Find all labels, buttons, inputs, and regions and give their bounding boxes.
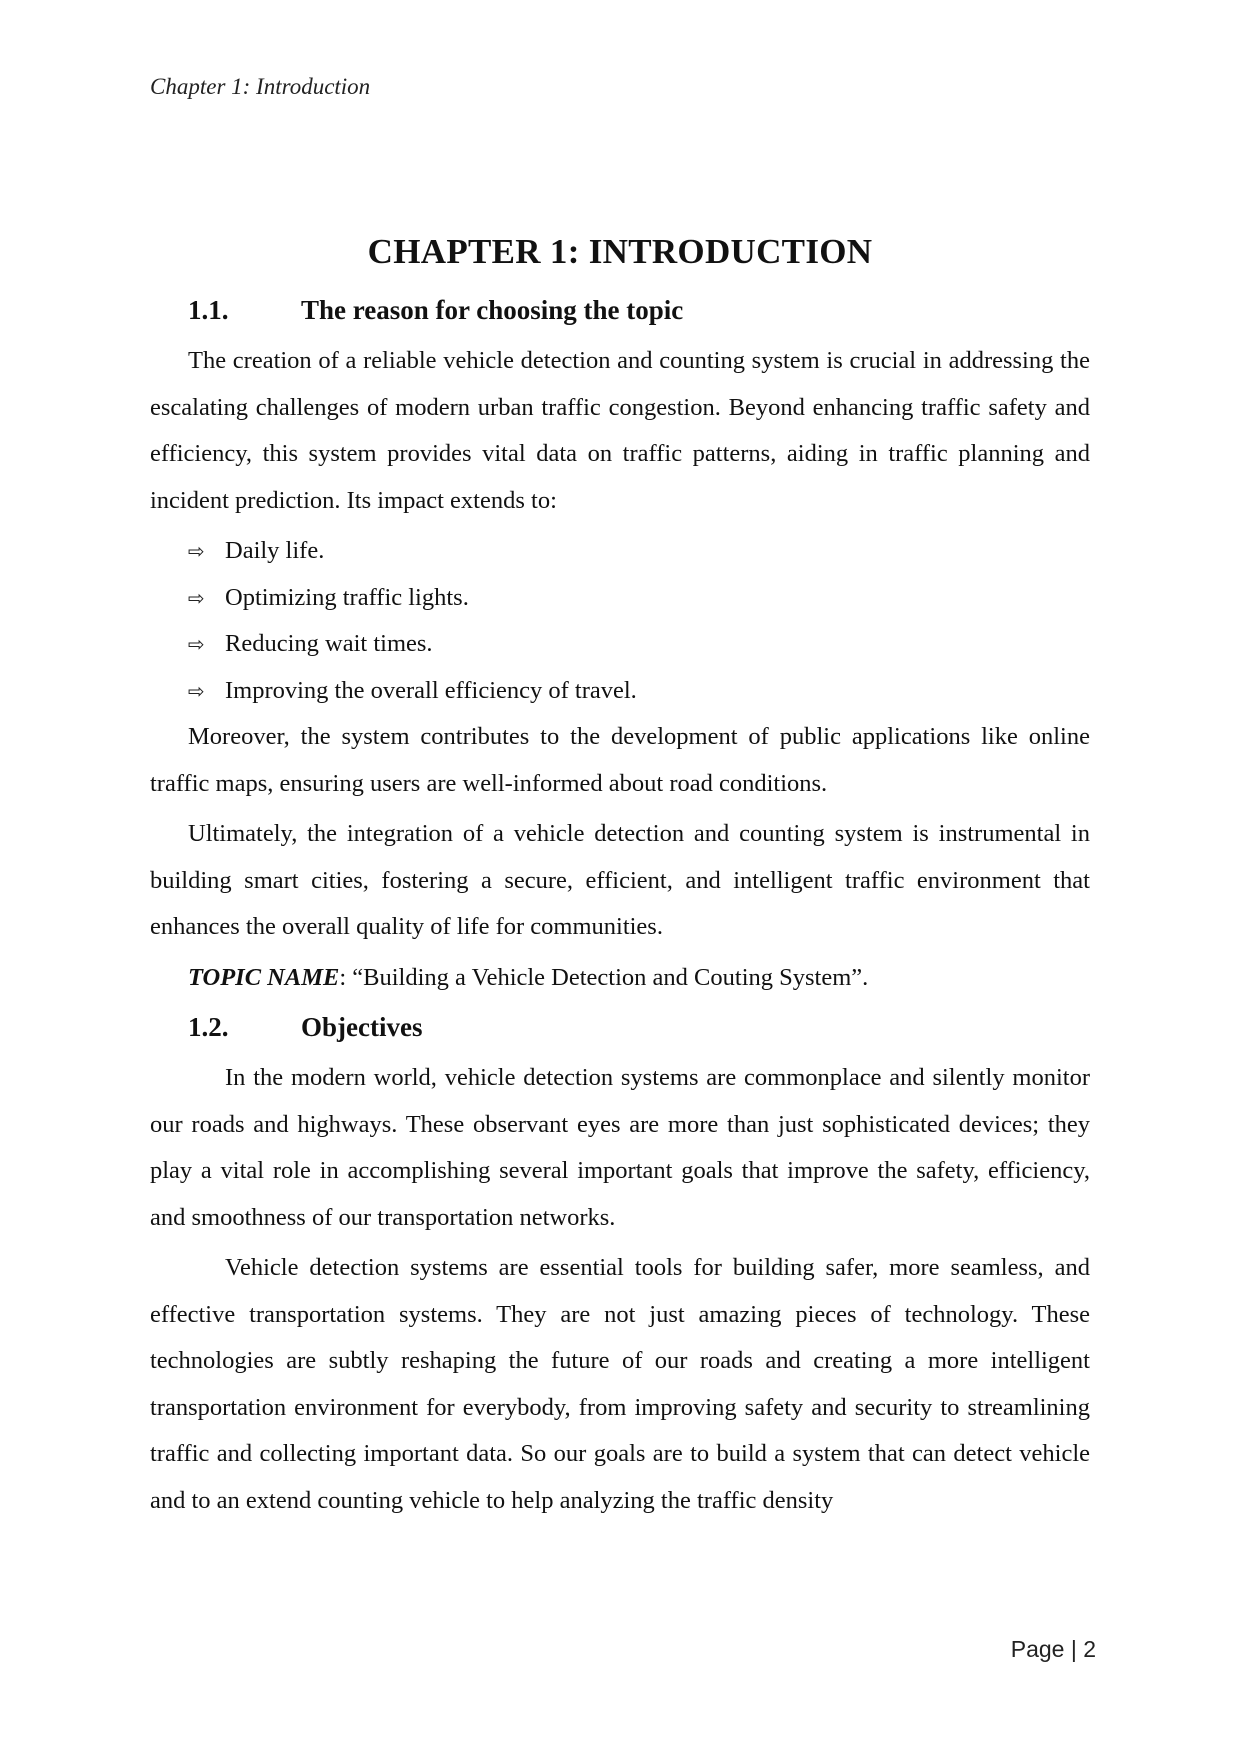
hollow-right-arrow-icon: ⇨ — [188, 585, 205, 610]
chapter-title: CHAPTER 1: INTRODUCTION — [367, 232, 873, 271]
paragraph-smart-cities: Ultimately, the integration of a vehicle detection and counting system is instrumental in building smart cities, fostering a secure, efficient, and intelligent traffic environment that enhances the overall quality of life for communities. — [150, 820, 1090, 940]
intro-paragraph: The creation of a reliable vehicle detection and counting system is crucial in addressing the escalating challenges of modern urban traffic congestion. Beyond enhancing traffic safety and efficiency, this system provides vital data on traffic patterns, aiding in traffic planning and incident prediction. Its impact extends to: — [150, 347, 1090, 514]
section-heading-1-2 — [150, 1005, 1090, 1049]
list-item — [150, 528, 1090, 575]
topic-name-value: : “Building a Vehicle Detection and Couting System”. — [339, 963, 869, 991]
hollow-right-arrow-icon: ⇨ — [188, 632, 205, 656]
hollow-right-arrow-icon: ⇨ — [188, 539, 205, 563]
list-item-text: Daily life. — [225, 537, 325, 564]
topic-name-label: TOPIC NAME — [188, 963, 340, 991]
list-item-text: Improving the overall efficiency of travel. — [225, 676, 637, 704]
page-content — [150, 232, 1090, 1528]
topic-name-line — [150, 955, 1090, 1002]
list-item-text: Optimizing traffic lights. — [225, 583, 469, 611]
section-title: The reason for choosing the topic — [301, 295, 684, 325]
list-item — [150, 575, 1090, 622]
section-number: 1.2. — [188, 1012, 229, 1042]
hollow-right-arrow-icon: ⇨ — [188, 678, 205, 703]
list-item-text: Reducing wait times. — [225, 630, 433, 657]
running-header: Chapter 1: Introduction — [150, 74, 371, 99]
page-number: Page | 2 — [1010, 1636, 1096, 1662]
section-heading-1-1 — [150, 288, 1090, 332]
paragraph-public-applications: Moreover, the system contributes to the development of public applications like online traffic maps, ensuring users are well-informed about road conditions. — [150, 723, 1090, 797]
section-number: 1.1. — [188, 295, 229, 325]
section-title: Objectives — [301, 1012, 423, 1042]
objectives-paragraph-2: Vehicle detection systems are essential tools for building safer, more seamless, and effective transportation systems. They are not just amazing pieces of technology. These technologies are subtly reshaping the future of our roads and creating a more intelligent transportation environment for everybody, from improving safety and security to streamlining traffic and collecting important data. So our goals are to build a system that can detect vehicle and to an extend counting vehicle to help analyzing the traffic density — [150, 1254, 1090, 1514]
list-item — [150, 621, 1090, 668]
objectives-paragraph-1: In the modern world, vehicle detection systems are commonplace and silently monitor our roads and highways. These observant eyes are more than just sophisticated devices; they play a vital role in accomplishing several important goals that improve the safety, efficiency, and smoothness of our transportation networks. — [150, 1064, 1090, 1231]
list-item — [150, 668, 1090, 715]
